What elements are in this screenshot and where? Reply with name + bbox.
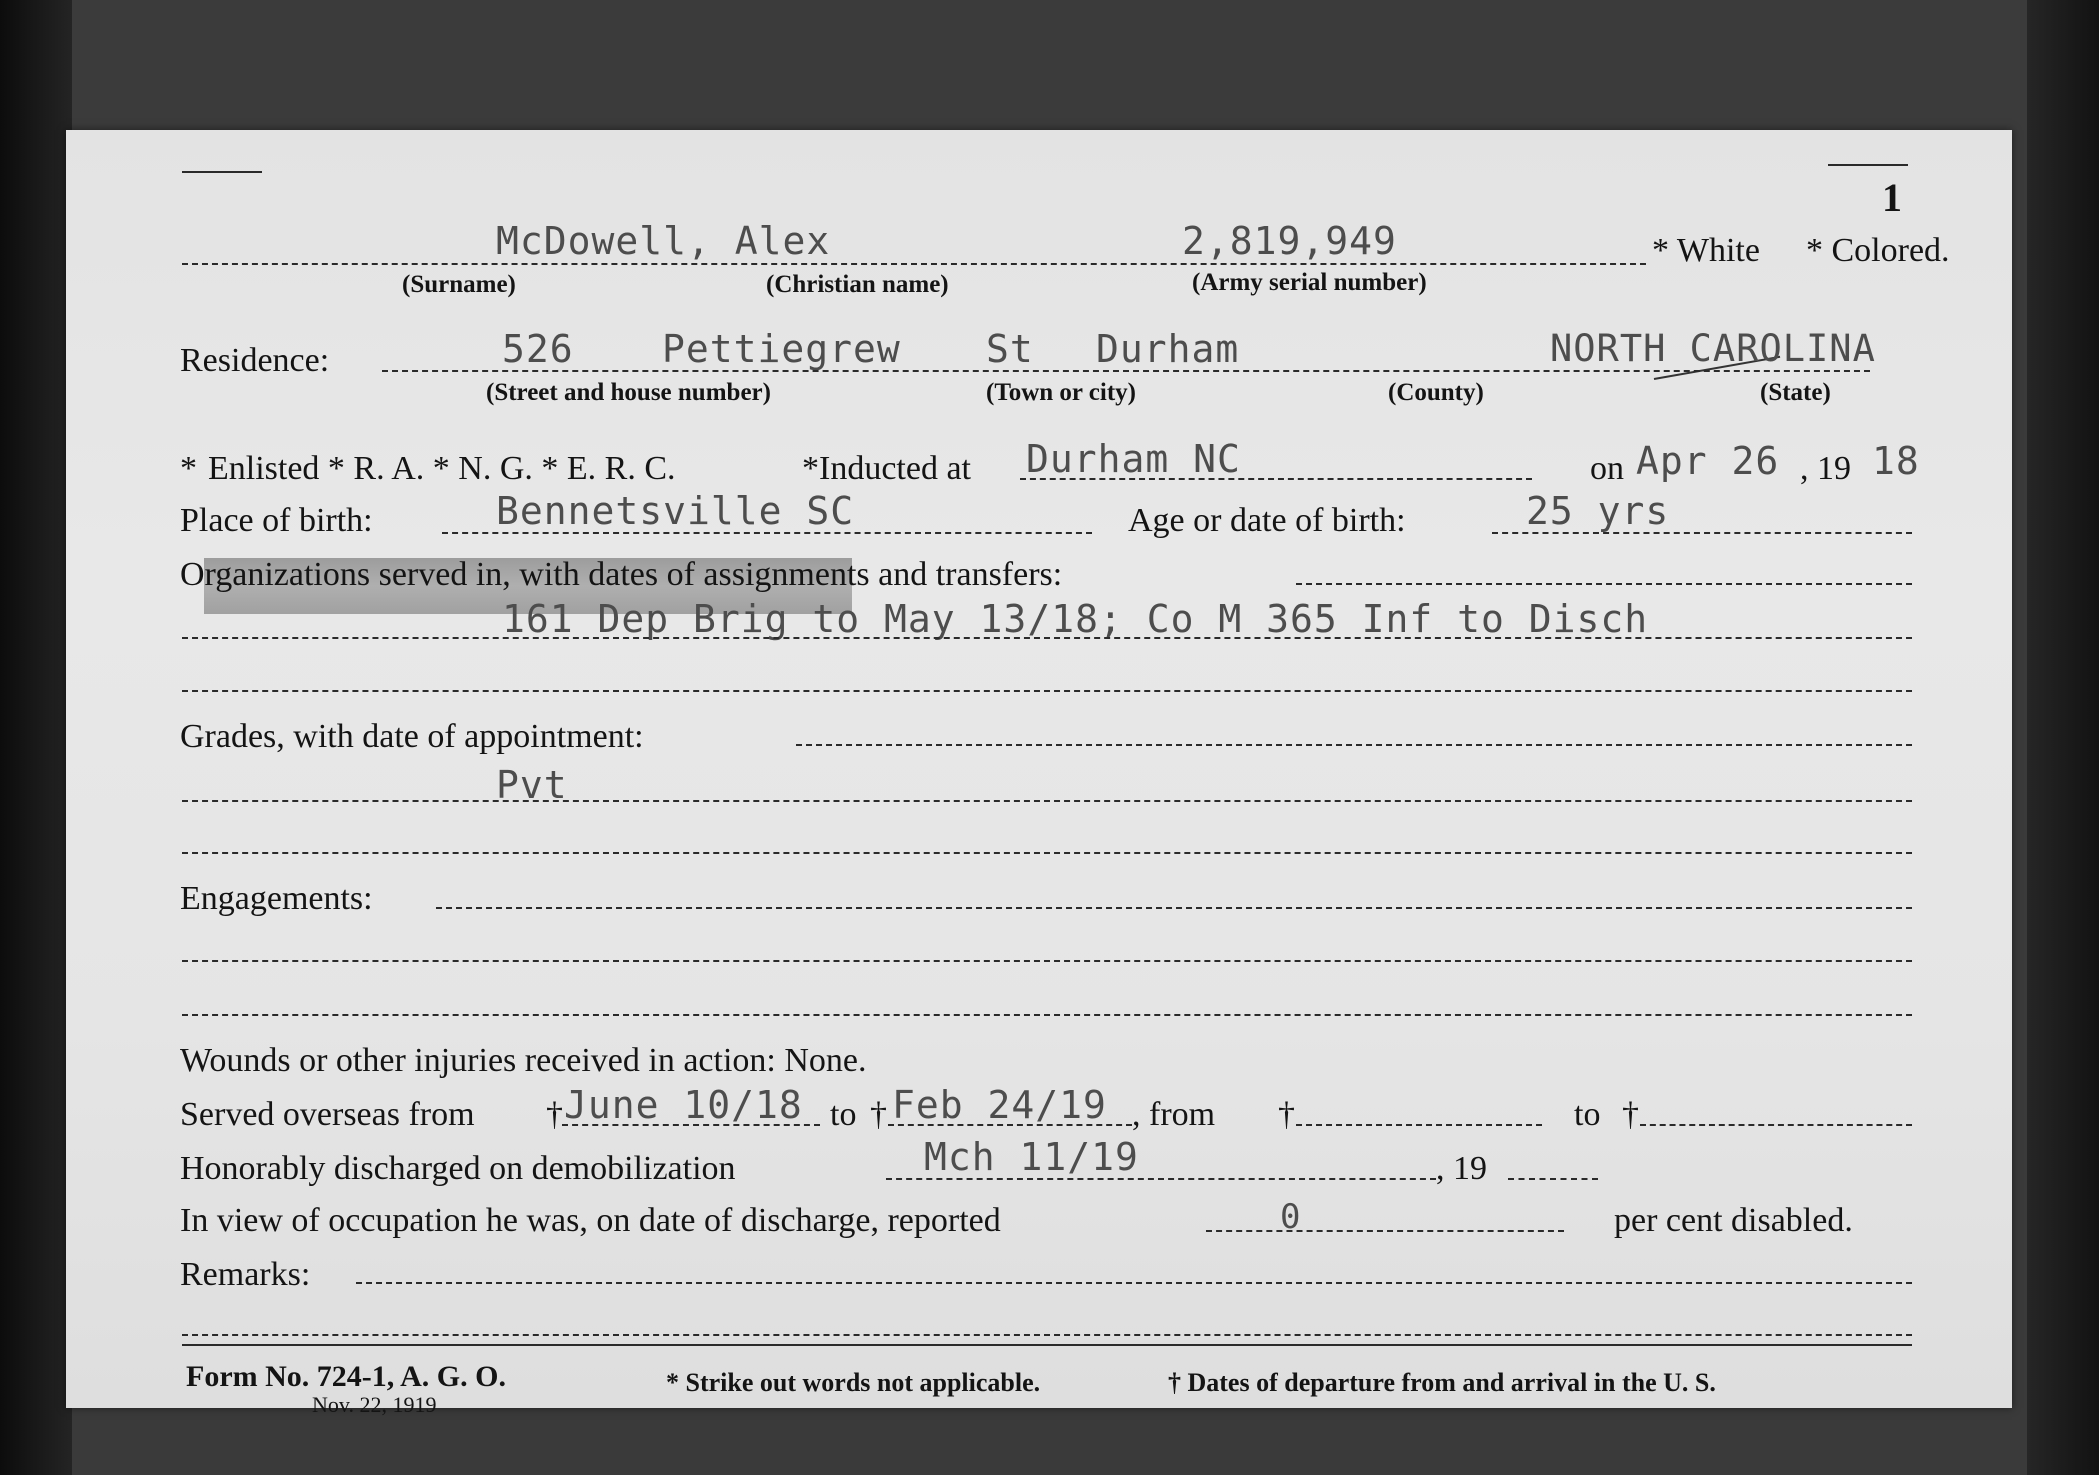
grades-label: Grades, with date of appointment: (180, 718, 644, 755)
grades-value: Pvt (496, 763, 568, 807)
remarks-line-1 (356, 1282, 1912, 1284)
overseas-to-date: Feb 24/19 (892, 1083, 1107, 1127)
scan-right-edge (2027, 0, 2099, 1475)
second-from-line (1296, 1124, 1542, 1126)
second-from-dagger: † (1278, 1096, 1295, 1133)
birth-place-line (442, 532, 1092, 534)
induction-place: Durham NC (1026, 437, 1241, 481)
organizations-label: Organizations served in, with dates of assignments and transfers: (180, 556, 1063, 593)
engagements-line-1 (436, 907, 1912, 909)
discharge-date: Mch 11/19 (924, 1135, 1139, 1179)
footnote-strike: * Strike out words not applicable. (666, 1368, 1041, 1397)
discharge-year-label: , 19 (1436, 1150, 1487, 1187)
grades-line-2 (182, 800, 1912, 802)
on-label: on (1590, 450, 1624, 487)
inducted-label: *Inducted at (802, 450, 971, 487)
age-line (1492, 532, 1912, 534)
year-prefix: , 19 (1800, 450, 1851, 487)
second-to-dagger: † (1622, 1096, 1639, 1133)
corner-mark-right (1828, 164, 1908, 166)
residence-label: Residence: (180, 342, 330, 379)
disability-value: 0 (1280, 1197, 1302, 1237)
overseas-label: Served overseas from (180, 1096, 475, 1133)
age-label: Age or date of birth: (1128, 502, 1406, 539)
residence-state: NORTH CAROLINA (1550, 327, 1876, 370)
second-to-line (1640, 1124, 1912, 1126)
grades-line-1 (796, 744, 1912, 746)
form-number: Form No. 724-1, A. G. O. (186, 1360, 506, 1393)
grades-line-3 (182, 852, 1912, 854)
overseas-to-dagger: † (870, 1096, 887, 1133)
residence-street-suffix: St (986, 327, 1034, 371)
remarks-line-2 (182, 1334, 1912, 1336)
organizations-line-3 (182, 690, 1912, 692)
page-number: 1 (1882, 175, 1902, 220)
caption-county: (County) (1388, 379, 1484, 406)
residence-house-number: 526 (502, 327, 574, 371)
caption-street: (Street and house number) (486, 379, 771, 406)
birth-place-value: Bennetsville SC (496, 489, 855, 533)
occupation-label: In view of occupation he was, on date of discharge, reported (180, 1202, 1001, 1239)
footer-rule (182, 1344, 1912, 1346)
race-white-option: * White (1652, 232, 1760, 269)
induction-year: 18 (1872, 439, 1920, 483)
serial-number-value: 2,819,949 (1182, 219, 1397, 263)
scan-top-background (72, 0, 2027, 130)
caption-town: (Town or city) (986, 379, 1136, 406)
second-from-label: , from (1132, 1096, 1216, 1133)
form-date: Nov. 22, 1919 (312, 1392, 437, 1417)
service-record-card (66, 130, 2012, 1417)
race-colored-option: * Colored. (1806, 232, 1950, 269)
overseas-to-line (888, 1124, 1132, 1126)
wounds-label: Wounds or other injuries received in action: None. (180, 1042, 867, 1079)
organizations-line-2 (182, 637, 1912, 639)
overseas-to-label: to (830, 1096, 857, 1133)
discharged-label: Honorably discharged on demobilization (180, 1150, 736, 1187)
induction-place-line (1020, 478, 1532, 480)
name-value: McDowell, Alex (496, 219, 831, 263)
enlistment-options: Enlisted * R. A. * N. G. * E. R. C. (208, 450, 676, 487)
scan-left-edge (0, 0, 72, 1475)
discharge-line (886, 1178, 1436, 1180)
caption-surname: (Surname) (402, 271, 516, 298)
caption-army-serial: (Army serial number) (1192, 269, 1427, 296)
residence-city: Durham (1096, 327, 1240, 371)
age-value: 25 yrs (1526, 489, 1670, 533)
engagements-line-2 (182, 960, 1912, 962)
residence-line (382, 370, 1870, 372)
residence-street-name: Pettiegrew (662, 327, 901, 371)
disability-line (1206, 1230, 1564, 1232)
engagements-line-3 (182, 1014, 1912, 1016)
overseas-from-line (562, 1124, 820, 1126)
overseas-from-date: June 10/18 (564, 1083, 803, 1127)
induction-date: Apr 26 (1636, 439, 1780, 483)
enlist-star: * (180, 450, 197, 487)
caption-state: (State) (1760, 379, 1831, 406)
footnote-dates: † Dates of departure from and arrival in the U. S. (1168, 1368, 1716, 1397)
caption-christian-name: (Christian name) (766, 271, 949, 298)
discharge-year-line (1508, 1178, 1598, 1180)
corner-mark-left (182, 171, 262, 173)
organizations-line-1 (1296, 583, 1912, 585)
second-to-label: to (1574, 1096, 1601, 1133)
overseas-from-dagger: † (546, 1096, 563, 1133)
name-line (182, 263, 1646, 265)
disabled-label: per cent disabled. (1614, 1202, 1853, 1239)
organizations-value: 161 Dep Brig to May 13/18; Co M 365 Inf to Disch (502, 597, 1649, 641)
birth-place-label: Place of birth: (180, 502, 373, 539)
remarks-label: Remarks: (180, 1256, 311, 1293)
engagements-label: Engagements: (180, 880, 373, 917)
